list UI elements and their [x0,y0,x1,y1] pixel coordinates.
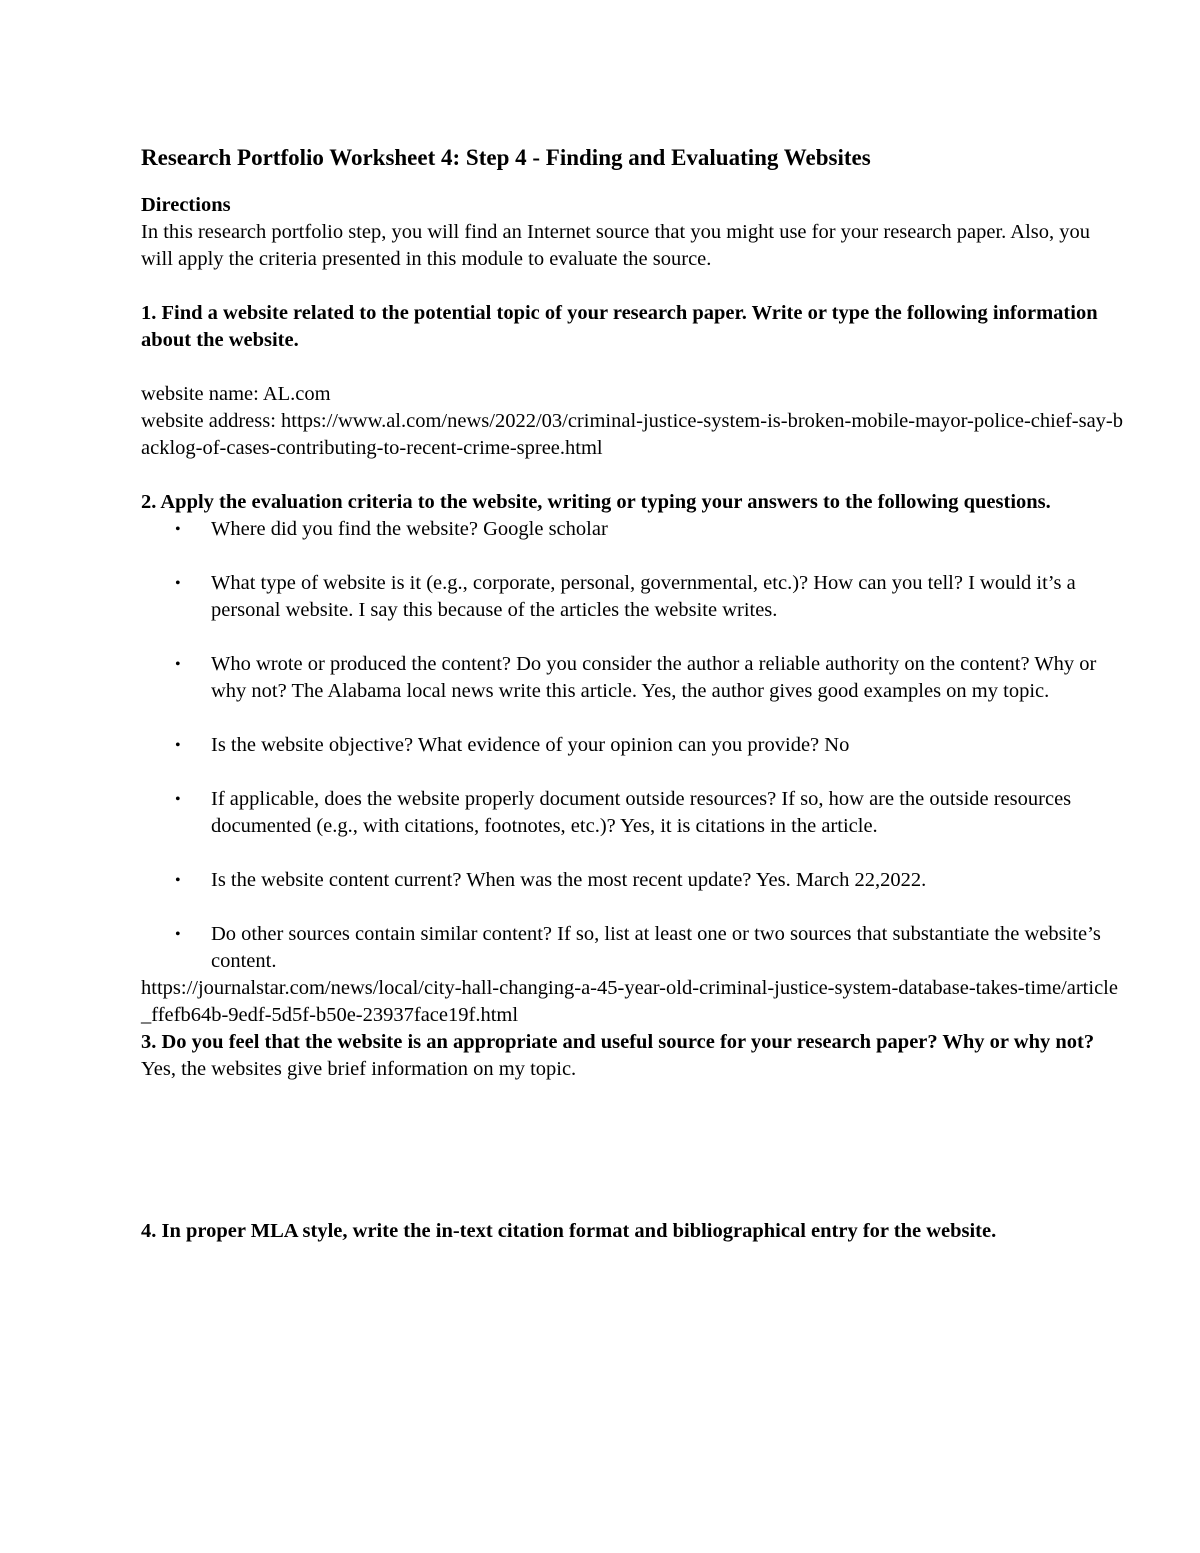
criteria-item-text: Who wrote or produced the content? Do you consider the author a reliable authority on the content? Why or why not? The Alabama local news write this article. Yes, the author gives good examples on my topic. [211,653,1097,702]
question-2-heading: 2. Apply the evaluation criteria to the website, writing or typing your answers to the following questions. [141,491,1051,513]
criteria-item-text: Where did you find the website? Google scholar [211,518,608,540]
criteria-item-text: What type of website is it (e.g., corporate, personal, governmental, etc.)? How can you tell? I would it’s a personal website. I say this because of the articles the website writes. [211,572,1076,621]
directions-heading: Directions [141,194,231,216]
related-source-url: https://journalstar.com/news/local/city-hall-changing-a-45-year-old-criminal-justice-system-database-takes-time/article_ffefb64b-9edf-5d5f-b50e-23937face19f.html [141,977,1118,1026]
criteria-item-text: Do other sources contain similar content? If so, list at least one or two sources that substantiate the website’s content. [211,923,1101,972]
question-3-heading: 3. Do you feel that the website is an appropriate and useful source for your research paper? Why or why not? [141,1031,1095,1053]
bullet-icon: • [175,737,181,754]
criteria-item-text: Is the website content current? When was the most recent update? Yes. March 22,2022. [211,869,927,891]
list-item [141,786,1126,840]
directions-text: In this research portfolio step, you will find an Internet source that you might use for your research paper. Also, you will apply the criteria presented in this module to evaluate the source. [141,221,1091,270]
question-3-answer: Yes, the websites give brief information on my topic. [141,1058,577,1080]
website-address: website address: https://www.al.com/news/2022/03/criminal-justice-system-is-broken-mobile-mayor-police-chief-say-backlog-of-cases-contributing-to-recent-crime-spree.html [141,410,1123,459]
list-item [141,867,1126,894]
list-item [141,651,1126,705]
criteria-item-text: Is the website objective? What evidence of your opinion can you provide? No [211,734,850,756]
bullet-icon: • [175,575,181,592]
bullet-icon: • [175,656,181,673]
list-item [141,732,1126,759]
question-4-heading: 4. In proper MLA style, write the in-text citation format and bibliographical entry for the website. [141,1220,997,1242]
bullet-icon: • [175,926,181,943]
spacer [141,354,1126,381]
bullet-icon: • [175,791,181,808]
evaluation-criteria-list [141,516,1126,975]
spacer [141,1083,1126,1218]
question-1-heading: 1. Find a website related to the potential topic of your research paper. Write or type the following information about the website. [141,302,1098,351]
document-content [141,140,1126,1245]
bullet-icon: • [175,521,181,538]
spacer [141,462,1126,489]
criteria-item-text: If applicable, does the website properly document outside resources? If so, how are the outside resources documented (e.g., with citations, footnotes, etc.)? Yes, it is citations in the article. [211,788,1072,837]
bullet-icon: • [175,872,181,889]
website-name: website name: AL.com [141,383,331,405]
spacer [141,273,1126,300]
document-title: Research Portfolio Worksheet 4: Step 4 - Finding and Evaluating Websites [141,145,871,170]
list-item [141,516,1126,543]
list-item [141,921,1126,975]
list-item [141,570,1126,624]
